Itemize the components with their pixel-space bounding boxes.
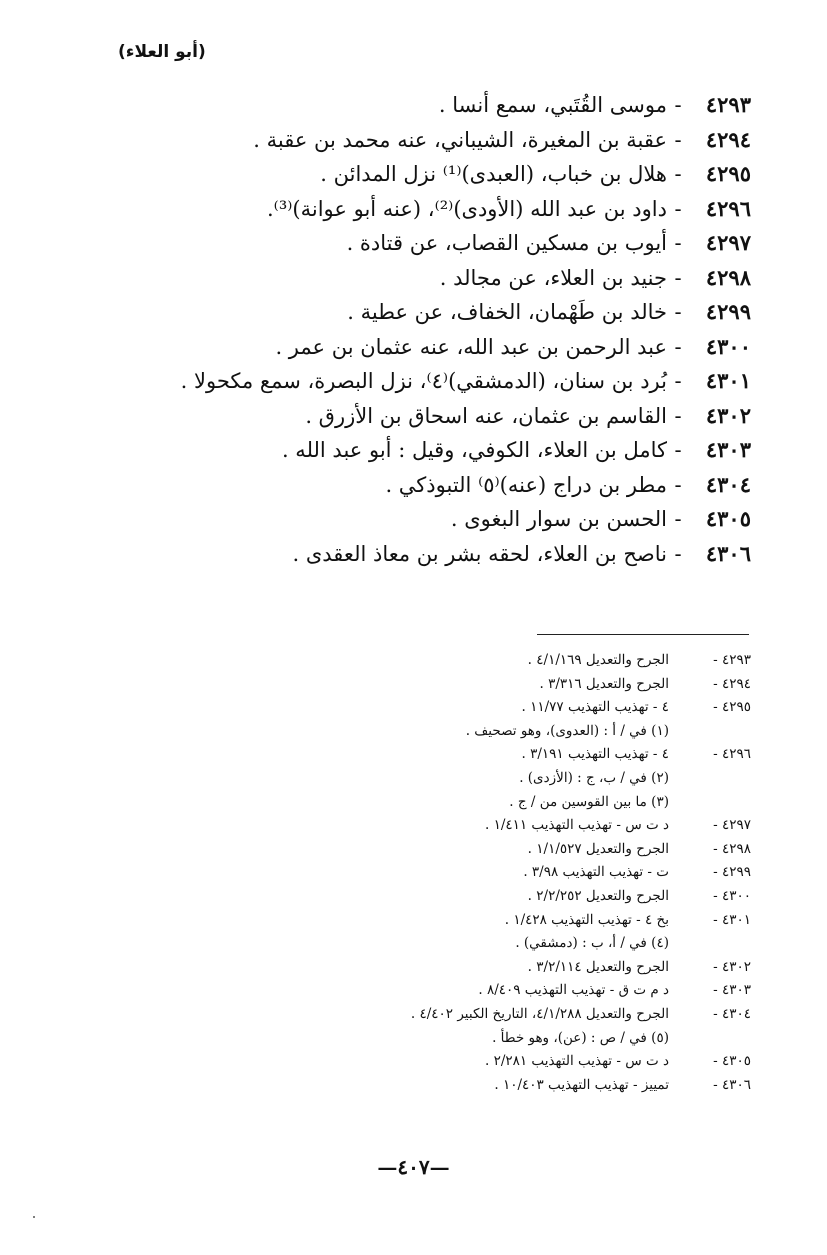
entry-dash: - [674,300,682,324]
footnote-text: الجرح والتعديل ١/١/٥٢٧ . [527,840,669,857]
footnote-ref: ٤٢٩٩ - [713,864,751,881]
footnote-text: الجرح والتعديل ٤/١/١٦٩ . [527,652,669,668]
entry [61,230,751,265]
entry-text: كامل بن العلاء، الكوفي، وقيل : أبو عبد الله . [281,438,667,462]
entry-dash: - [674,541,682,566]
footnote-text: الجرح والتعديل ٤/١/٢٨٨، التاريخ الكبير ٤/٤٠٢ . [410,1005,669,1022]
entry-number: ٤٣٠٣ [705,437,751,462]
footnote [191,912,751,936]
entry [61,196,751,231]
footnote-ref: ٤٣٠٢ - [713,958,751,975]
footnote-text: ٤ - تهذيب التهذيب ٣/١٩١ . [521,746,669,763]
footnote [191,794,751,818]
entry [61,161,751,196]
footnote-text: بخ ٤ - تهذيب التهذيب ١/٤٢٨ . [504,911,669,928]
entry-number: ٤٢٩٨ [705,264,751,290]
entry [61,437,751,472]
footnote-text: تمييز - تهذيب التهذيب ١٠/٤٠٣ . [494,1076,669,1093]
entry-text: داود بن عبد الله (الأودى)⁽²⁾، (عنه أبو عوانة)⁽³⁾. [266,196,667,221]
footnote-text: (١) في / أ : (العدوى)، وهو تصحيف . [465,722,669,739]
footnote-ref: ٤٣٠٤ - [713,1005,751,1022]
entry-number: ٤٢٩٥ [705,161,751,186]
footnote [191,841,751,865]
entry-text: ناصح بن العلاء، لحقه بشر بن معاذ العقدى . [292,541,667,566]
page-number: —٤٠٧— [377,1155,450,1179]
footnote-text: د ت س - تهذيب التهذيب ٢/٢٨١ . [484,1053,669,1070]
footnote [191,1077,751,1101]
entry-number: ٤٢٩٧ [705,230,751,255]
footnote [191,959,751,983]
entry [61,299,751,334]
footnote-ref: ٤٢٩٧ - [713,817,751,834]
footnote [191,1006,751,1030]
entry-number: ٤٣٠٦ [705,540,751,566]
entry-text: أيوب بن مسكين القصاب، عن قتادة . [346,231,667,255]
entry-text: القاسم بن عثمان، عنه اسحاق بن الأزرق . [305,403,667,428]
entry-number: ٤٣٠٤ [705,471,751,497]
entry [61,92,751,127]
entry-number: ٤٢٩٦ [705,195,751,221]
footnote-text: ٤ - تهذيب التهذيب ١١/٧٧ . [521,699,669,716]
entry-text: عقبة بن المغيرة، الشيباني، عنه محمد بن عقبة . [253,127,667,152]
footnote-divider [537,634,749,635]
footnote-ref: ٤٢٩٣ - [713,652,751,668]
entry-dash: - [674,334,682,359]
entry-dash: - [674,438,682,462]
footnote [191,746,751,770]
footnote-ref: ٤٣٠١ - [713,911,751,928]
entry-dash: - [674,265,682,290]
footnote-ref: ٤٣٠٦ - [713,1076,751,1093]
entry-number: ٤٢٩٤ [705,126,751,152]
entry-dash: - [674,472,682,497]
entry-number: ٤٢٩٩ [705,299,751,324]
entry-dash: - [674,162,682,186]
footnote-text: (٢) في / ب، ج : (الأزدى) . [519,769,669,786]
entry-text: مطر بن دراج (عنه)⁽٥⁾ التبوذكي . [385,472,667,497]
footnote [191,1053,751,1077]
footnote [191,652,751,676]
footnote-text: (٥) في / ص : (عن)، وهو خطأ . [492,1029,669,1046]
footnote-ref: ٤٣٠٥ - [713,1053,751,1070]
entry-text: موسى القُتَبي، سمع أنسا . [438,93,667,117]
footnote-text: د م ت ق - تهذيب التهذيب ٨/٤٠٩ . [478,982,669,999]
entry [61,403,751,438]
footnote [191,817,751,841]
footnote [191,723,751,747]
entry-dash: - [674,127,682,152]
entry [61,265,751,300]
footnote [191,888,751,912]
entry [61,334,751,369]
footnote-text: الجرح والتعديل ٣/٣١٦ . [539,675,669,692]
footnote [191,676,751,700]
footnote [191,770,751,794]
entry-text: جنيد بن العلاء، عن مجالد . [439,265,667,290]
footnote-ref: ٤٢٩٥ - [713,699,751,716]
entry-number: ٤٣٠٥ [705,506,751,531]
footnotes-list [191,652,751,1100]
entry-dash: - [674,369,682,393]
footnote-ref: ٤٢٩٨ - [713,840,751,857]
footnote-text: ت - تهذيب التهذيب ٣/٩٨ . [523,864,669,881]
running-header: (أبو العلاء) [118,42,206,62]
footnote [191,935,751,959]
footnote-ref: ٤٢٩٦ - [713,746,751,763]
entry-dash: - [674,403,682,428]
entry-text: خالد بن طَهْمان، الخفاف، عن عطية . [347,300,667,324]
footnote-text: الجرح والتعديل ٢/٢/٢٥٢ . [527,887,669,904]
entry-dash: - [674,507,682,531]
footnote-ref: ٤٢٩٤ - [713,675,751,692]
entry [61,127,751,162]
entry-number: ٤٢٩٣ [705,92,751,117]
entry-number: ٤٣٠٢ [705,402,751,428]
footnote-text: الجرح والتعديل ٣/٢/١١٤ . [527,958,669,975]
entry-text: عبد الرحمن بن عبد الله، عنه عثمان بن عمر . [275,334,667,359]
entry [61,506,751,541]
entry [61,472,751,507]
footnote-ref: ٤٣٠٣ - [713,982,751,999]
footnote [191,864,751,888]
entry [61,541,751,576]
entry-dash: - [674,196,682,221]
entry-text: بُرد بن سنان، (الدمشقي)⁽٤⁾، نزل البصرة، سمع مكحولا . [180,369,667,393]
footnote-text: د ت س - تهذيب التهذيب ١/٤١١ . [484,817,669,834]
footnote-ref: ٤٣٠٠ - [713,887,751,904]
footnote [191,699,751,723]
footnote [191,982,751,1006]
entry-dash: - [674,93,682,117]
entry-dash: - [674,231,682,255]
footnote-text: (٣) ما بين القوسين من / ج . [509,793,669,810]
footnote [191,1030,751,1054]
entry-number: ٤٣٠٠ [705,333,751,359]
footnote-text: (٤) في / أ، ب : (دمشقي) . [515,935,669,952]
entries-list [61,92,751,575]
entry-text: هلال بن خباب، (العبدى)⁽¹⁾ نزل المدائن . [320,162,667,186]
scan-speck [33,1216,35,1218]
entry-text: الحسن بن سوار البغوى . [450,507,667,531]
entry [61,368,751,403]
entry-number: ٤٣٠١ [705,368,751,393]
